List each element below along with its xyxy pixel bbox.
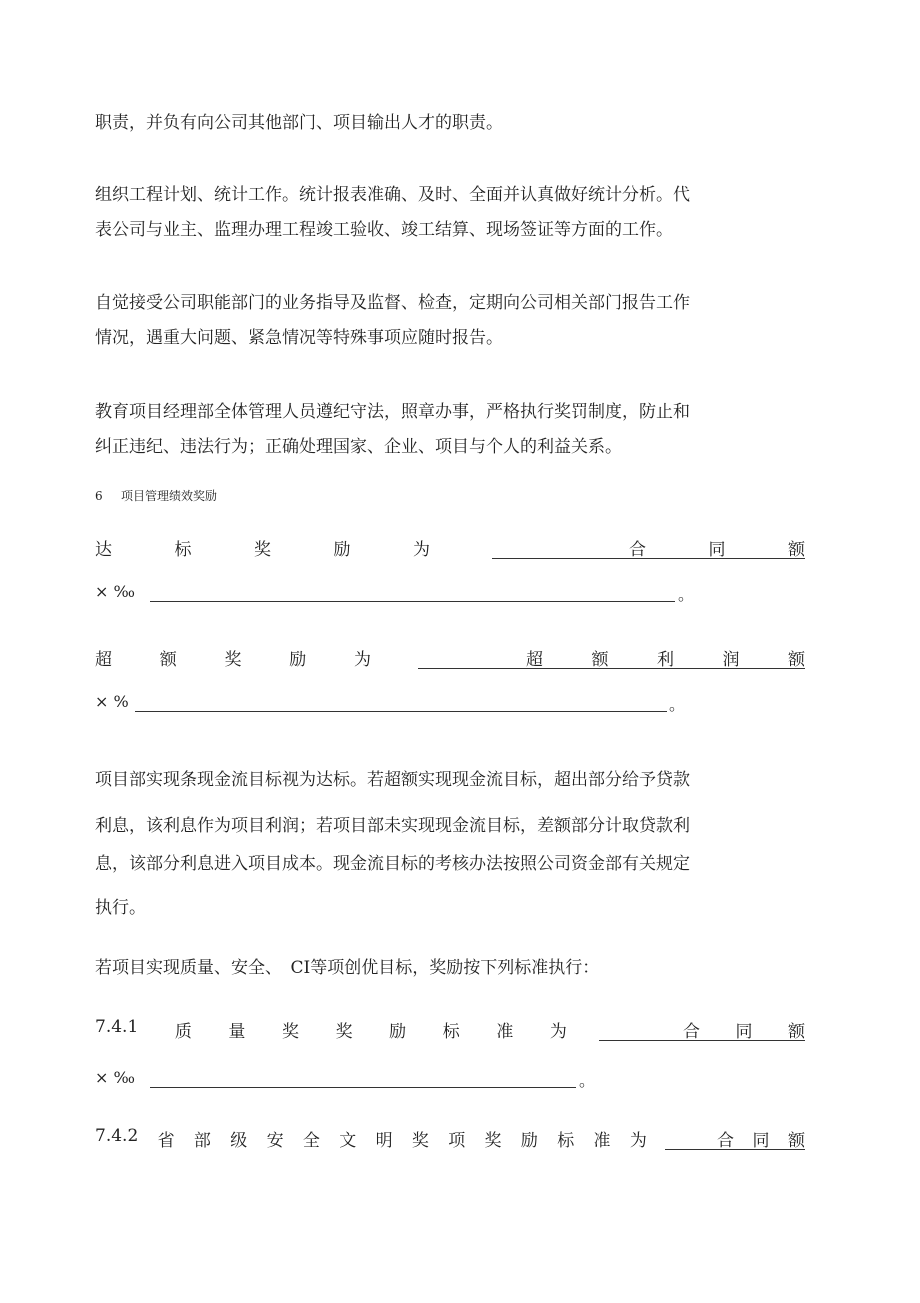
period: 。: [678, 585, 695, 604]
reward-standard-formula: [95, 582, 695, 606]
paragraph-line: 教育项目经理部全体管理人员遵纪守法，照章办事，严格执行奖罚制度，防止和: [95, 402, 690, 422]
formula-text: × ‰: [95, 1068, 135, 1087]
blank-rule: [150, 601, 675, 602]
formula-text: × ‰: [95, 582, 135, 601]
blank-rule: [135, 711, 667, 712]
paragraph-line: 表公司与业主、监理办理工程竣工验收、竣工结算、现场签证等方面的工作。: [95, 220, 673, 240]
paragraph-line: 项目部实现条现金流目标视为达标。若超额实现现金流目标，超出部分给予贷款: [95, 770, 690, 790]
quality-award-blank: 合 同 额: [599, 1017, 805, 1041]
paragraph-line: 息，该部分利息进入项目成本。现金流目标的考核办法按照公司资金部有关规定: [95, 854, 690, 874]
safety-award-line: [95, 1126, 805, 1152]
quality-award-line: [95, 1017, 805, 1043]
paragraph-line: 情况，遇重大问题、紧急情况等特殊事项应随时报告。: [95, 328, 503, 348]
formula-text: × %: [95, 692, 129, 711]
quality-award-formula: [95, 1068, 695, 1092]
safety-award-blank: 合 同 额: [665, 1126, 805, 1150]
paragraph-line: 纠正违纪、违法行为；正确处理国家、企业、项目与个人的利益关系。: [95, 437, 622, 457]
section-heading: [95, 488, 217, 504]
paragraph-line: 组织工程计划、统计工作。统计报表准确、及时、全面并认真做好统计分析。代: [95, 185, 690, 205]
reward-standard-label: 达 标 奖 励 为: [95, 540, 430, 560]
reward-excess-line: [95, 645, 805, 671]
quality-award-label: 7.4.1 质 量 奖 奖 励 标 准 为: [95, 1017, 567, 1042]
section-number: 6: [95, 489, 103, 503]
paragraph-line: 自觉接受公司职能部门的业务指导及监督、检查，定期向公司相关部门报告工作: [95, 293, 690, 313]
paragraph-line: 执行。: [95, 898, 146, 918]
blank-rule: [150, 1087, 576, 1088]
reward-excess-label: 超 额 奖 励 为: [95, 650, 371, 670]
paragraph-line: 利息，该利息作为项目利润；若项目部未实现现金流目标，差额部分计取贷款利: [95, 816, 690, 836]
safety-award-label: 7.4.2 省 部 级 安 全 文 明 奖 项 奖 励 标 准 为: [95, 1126, 647, 1151]
paragraph-line: 职责，并负有向公司其他部门、项目输出人才的职责。: [95, 113, 503, 133]
reward-excess-formula: [95, 692, 695, 716]
reward-standard-blank: 合 同 额: [492, 535, 805, 559]
paragraph-line: 若项目实现质量、安全、 CI等项创优目标，奖励按下列标准执行：: [95, 958, 600, 978]
section-title: 项目管理绩效奖励: [121, 489, 218, 503]
period: 。: [669, 695, 686, 714]
reward-excess-blank: 超 额 利 润 额: [418, 645, 805, 669]
reward-standard-line: [95, 535, 805, 561]
period: 。: [579, 1071, 596, 1090]
